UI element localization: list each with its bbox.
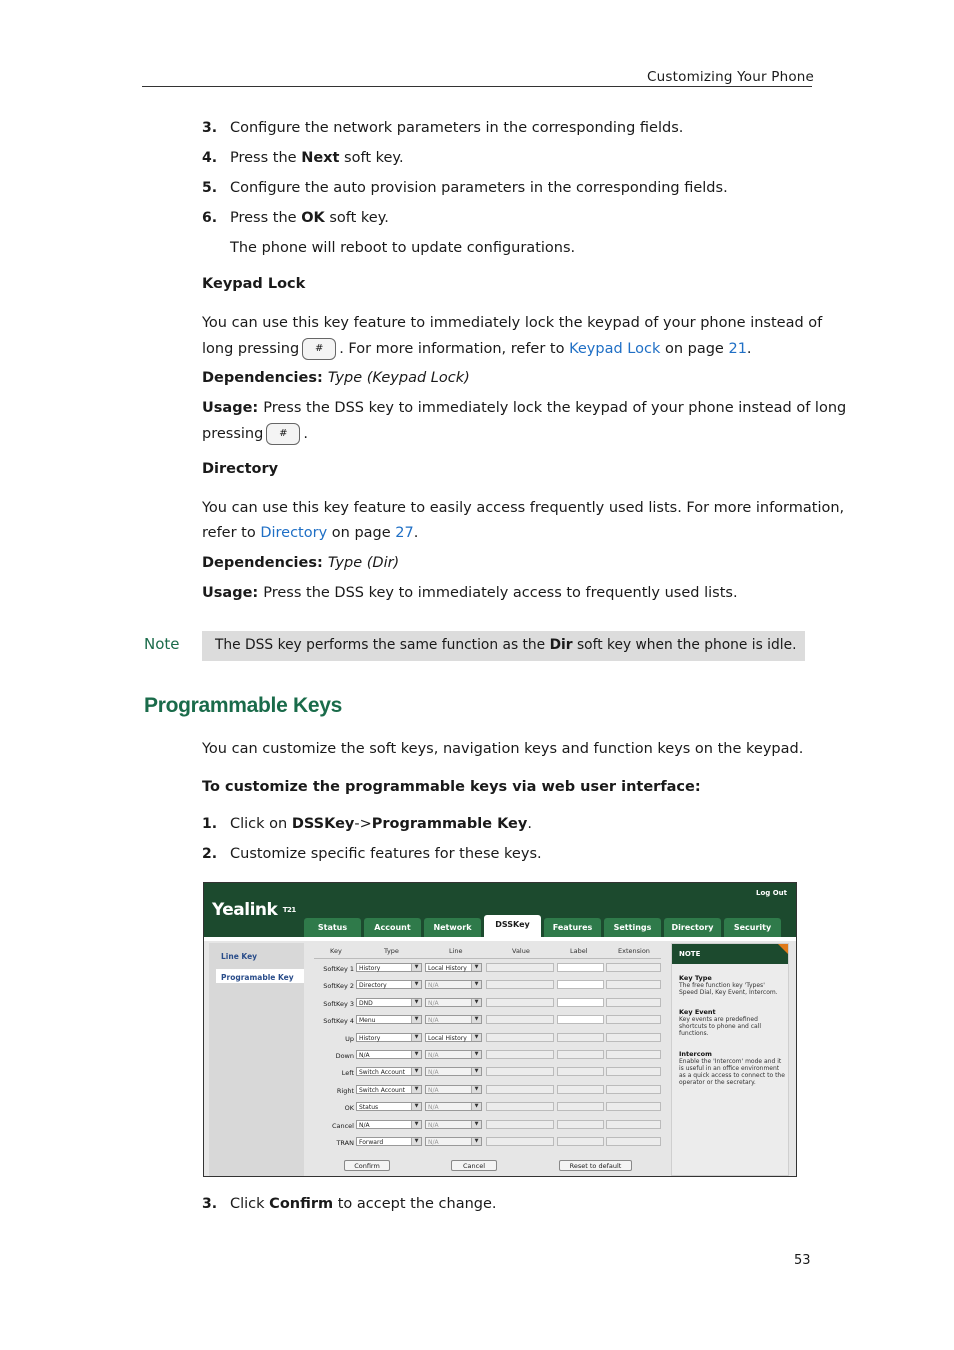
logout-link[interactable]: Log Out bbox=[756, 889, 787, 897]
step-3-confirm bbox=[202, 1194, 497, 1214]
type-select-value: Status bbox=[359, 1104, 379, 1112]
running-header: Customizing Your Phone bbox=[647, 69, 815, 85]
note-panel-title: NOTE bbox=[672, 944, 788, 964]
column-header-type: Type bbox=[384, 947, 399, 955]
keypad-lock-desc-line1: You can use this key feature to immediately lock the keypad of your phone instead of bbox=[202, 315, 823, 331]
desc-text: . For more information, refer to bbox=[339, 341, 570, 357]
note-label: Note bbox=[144, 635, 180, 653]
dropdown-arrow-icon: ▼ bbox=[471, 999, 481, 1006]
nav-item-line-key[interactable]: Line Key bbox=[221, 952, 258, 961]
directory-link[interactable]: Directory bbox=[260, 525, 328, 541]
label-field[interactable] bbox=[557, 1120, 604, 1129]
table-row bbox=[314, 1134, 661, 1151]
step-number: 1. bbox=[202, 816, 218, 832]
dropdown-arrow-icon: ▼ bbox=[411, 999, 421, 1006]
column-header-key: Key bbox=[330, 947, 342, 955]
desc-text: . bbox=[413, 525, 419, 541]
dropdown-arrow-icon: ▼ bbox=[411, 1051, 421, 1058]
keypad-lock-desc-line2 bbox=[202, 338, 752, 360]
dropdown-arrow-icon: ▼ bbox=[411, 964, 421, 971]
line-select-value: N/A bbox=[428, 999, 439, 1007]
header-divider bbox=[204, 937, 796, 941]
extension-field[interactable] bbox=[606, 963, 661, 972]
note-item-title: Key Event bbox=[679, 1008, 716, 1016]
tab-dsskey[interactable]: DSSKey bbox=[484, 915, 541, 937]
dropdown-arrow-icon: ▼ bbox=[471, 1138, 481, 1145]
value-field[interactable] bbox=[486, 1015, 554, 1024]
dropdown-arrow-icon: ▼ bbox=[411, 1138, 421, 1145]
desc-text: refer to bbox=[202, 525, 261, 541]
type-select[interactable] bbox=[356, 980, 422, 989]
step-5 bbox=[202, 178, 728, 198]
confirm-label: Confirm bbox=[269, 1196, 334, 1212]
softkey-ok: OK bbox=[301, 210, 325, 226]
type-select[interactable] bbox=[356, 1067, 422, 1076]
usage-text: pressing bbox=[202, 426, 264, 442]
directory-heading: Directory bbox=[202, 461, 279, 477]
value-field[interactable] bbox=[486, 1050, 554, 1059]
line-select-value: N/A bbox=[428, 1052, 439, 1059]
web-ui-header bbox=[204, 883, 796, 937]
arrow-text: -> bbox=[354, 816, 372, 832]
note-item-text: The free function key 'Types' Speed Dial, Key Event, Intercom. bbox=[679, 982, 778, 996]
web-ui-tabs bbox=[304, 916, 781, 937]
value-field[interactable] bbox=[486, 1137, 554, 1146]
extension-field[interactable] bbox=[606, 998, 661, 1007]
page-27-link[interactable]: 27 bbox=[395, 525, 414, 541]
type-select[interactable] bbox=[356, 1085, 422, 1094]
note-corner-marker bbox=[778, 944, 788, 954]
type-select[interactable] bbox=[356, 1102, 422, 1111]
dropdown-arrow-icon: ▼ bbox=[471, 1051, 481, 1058]
note-box bbox=[202, 631, 805, 661]
step-text: Configure the network parameters in the corresponding fields. bbox=[230, 120, 684, 136]
type-select[interactable] bbox=[356, 1015, 422, 1024]
table-row bbox=[314, 1117, 661, 1134]
desc-text: long pressing bbox=[202, 341, 300, 357]
tab-network[interactable]: Network bbox=[424, 918, 481, 937]
type-select[interactable] bbox=[356, 998, 422, 1007]
type-select-value: DND bbox=[359, 999, 373, 1007]
label-field[interactable] bbox=[557, 998, 604, 1007]
usage-label: Usage: bbox=[202, 585, 264, 601]
extension-field[interactable] bbox=[606, 1050, 661, 1059]
value-field[interactable] bbox=[486, 980, 554, 989]
keypad-lock-usage-line1 bbox=[202, 398, 846, 418]
key-name: SoftKey 4 bbox=[323, 1017, 354, 1026]
note-item-title: Key Type bbox=[679, 974, 712, 982]
step-4 bbox=[202, 148, 404, 168]
type-select[interactable] bbox=[356, 1120, 422, 1129]
directory-desc-line1: You can use this key feature to easily access frequently used lists. For more information, bbox=[202, 500, 845, 516]
column-header-label: Label bbox=[570, 947, 588, 955]
step-text-pre: Press the bbox=[230, 210, 302, 226]
dependencies-label: Dependencies: bbox=[202, 370, 328, 386]
step-text-post: soft key. bbox=[339, 150, 404, 166]
step-number: 2. bbox=[202, 846, 218, 862]
dependencies-value: Type (Keypad Lock) bbox=[327, 370, 470, 386]
procedure-heading: To customize the programmable keys via web user interface: bbox=[202, 779, 701, 795]
key-name: TRAN bbox=[336, 1139, 354, 1147]
line-select-value: N/A bbox=[428, 982, 439, 990]
step-text: Customize specific features for these keys. bbox=[230, 846, 542, 862]
menu-dsskey: DSSKey bbox=[291, 816, 355, 832]
key-name: Left bbox=[341, 1069, 354, 1078]
table-row bbox=[314, 1099, 661, 1116]
desc-text: on page bbox=[660, 341, 729, 357]
step-2 bbox=[202, 844, 542, 864]
step-text-pre: Click bbox=[230, 1196, 270, 1212]
value-field[interactable] bbox=[486, 1033, 554, 1042]
usage-label: Usage: bbox=[202, 400, 264, 416]
directory-usage bbox=[202, 583, 738, 603]
step-number: 5. bbox=[202, 180, 218, 196]
cancel-button[interactable]: Cancel bbox=[451, 1160, 497, 1171]
column-header-value: Value bbox=[512, 947, 530, 955]
note-panel bbox=[671, 943, 789, 1176]
line-select-value: N/A bbox=[428, 1139, 439, 1146]
hash-key-icon: # bbox=[266, 423, 300, 445]
usage-text: . bbox=[303, 426, 308, 442]
yealink-logo bbox=[212, 900, 296, 920]
label-field[interactable] bbox=[557, 1033, 604, 1042]
line-select-value: N/A bbox=[428, 1069, 439, 1077]
header-rule bbox=[142, 86, 812, 87]
dropdown-arrow-icon: ▼ bbox=[411, 1016, 421, 1023]
step-text-post: to accept the change. bbox=[333, 1196, 497, 1212]
type-select[interactable] bbox=[356, 1050, 422, 1059]
type-select-value: History bbox=[359, 1034, 381, 1042]
key-name: Down bbox=[335, 1052, 354, 1060]
step-text bbox=[230, 814, 532, 834]
directory-dependencies bbox=[202, 553, 399, 573]
dropdown-arrow-icon: ▼ bbox=[411, 1068, 421, 1075]
key-name: Cancel bbox=[331, 1121, 354, 1130]
type-select-value: N/A bbox=[359, 1121, 370, 1129]
label-field[interactable] bbox=[557, 1137, 604, 1146]
line-select-value: Local History bbox=[428, 965, 467, 972]
value-field[interactable] bbox=[486, 1102, 554, 1111]
type-select[interactable] bbox=[356, 1033, 422, 1042]
step-text-post: soft key. bbox=[324, 210, 389, 226]
extension-field[interactable] bbox=[606, 1137, 661, 1146]
tab-account[interactable]: Account bbox=[364, 918, 421, 937]
keypad-lock-dependencies bbox=[202, 368, 470, 388]
line-select[interactable] bbox=[425, 1033, 482, 1042]
type-select[interactable] bbox=[356, 963, 422, 972]
note-item-title: Intercom bbox=[679, 1050, 712, 1058]
step-number: 3. bbox=[202, 120, 218, 136]
dropdown-arrow-icon: ▼ bbox=[411, 1121, 421, 1128]
key-name: SoftKey 2 bbox=[323, 982, 354, 991]
label-field[interactable] bbox=[557, 963, 604, 972]
extension-field[interactable] bbox=[606, 1102, 661, 1111]
dropdown-arrow-icon: ▼ bbox=[471, 1016, 481, 1023]
table-row bbox=[314, 977, 661, 994]
softkey-next: Next bbox=[301, 150, 340, 166]
dropdown-arrow-icon: ▼ bbox=[411, 1103, 421, 1110]
extension-field[interactable] bbox=[606, 1015, 661, 1024]
keypad-lock-usage-line2 bbox=[202, 423, 308, 445]
keypad-lock-heading: Keypad Lock bbox=[202, 276, 306, 292]
step-text-pre: Press the bbox=[230, 150, 302, 166]
menu-programmable-key: Programmable Key bbox=[371, 816, 528, 832]
step-text-pre: Click on bbox=[230, 816, 292, 832]
hash-key-icon: # bbox=[302, 338, 336, 360]
key-name: Up bbox=[345, 1034, 354, 1043]
step-text bbox=[230, 148, 404, 168]
extension-field[interactable] bbox=[606, 1033, 661, 1042]
label-field[interactable] bbox=[557, 1102, 604, 1111]
desc-text: on page bbox=[327, 525, 396, 541]
table-row bbox=[314, 1064, 661, 1081]
value-field[interactable] bbox=[486, 1120, 554, 1129]
table-row bbox=[314, 1082, 661, 1099]
tab-features[interactable]: Features bbox=[544, 918, 601, 937]
note-text-post: soft key when the phone is idle. bbox=[572, 637, 797, 653]
logo-text: Yealink bbox=[212, 900, 278, 920]
value-field[interactable] bbox=[486, 1085, 554, 1094]
table-row bbox=[314, 995, 661, 1012]
line-select-value: Local History bbox=[428, 1034, 467, 1042]
key-name: SoftKey 1 bbox=[323, 965, 354, 973]
line-select[interactable] bbox=[425, 1067, 482, 1076]
step-text bbox=[230, 1194, 497, 1214]
step-1 bbox=[202, 814, 532, 834]
dropdown-arrow-icon: ▼ bbox=[471, 1086, 481, 1093]
step-number: 3. bbox=[202, 1196, 218, 1212]
key-name: SoftKey 3 bbox=[323, 999, 354, 1008]
extension-field[interactable] bbox=[606, 1085, 661, 1094]
line-select[interactable] bbox=[425, 1102, 482, 1111]
tab-status[interactable]: Status bbox=[304, 918, 361, 937]
line-select[interactable] bbox=[425, 980, 482, 989]
line-select[interactable] bbox=[425, 998, 482, 1007]
programmable-intro: You can customize the soft keys, navigation keys and function keys on the keypad. bbox=[202, 741, 804, 757]
key-name: Right bbox=[336, 1086, 354, 1095]
page-21-link[interactable]: 21 bbox=[728, 341, 747, 357]
directory-desc-line2 bbox=[202, 523, 418, 543]
type-select-value: History bbox=[359, 965, 381, 972]
type-select-value: Menu bbox=[359, 1017, 376, 1025]
dropdown-arrow-icon: ▼ bbox=[471, 981, 481, 988]
type-select-value: Switch Account bbox=[359, 1086, 405, 1094]
step-text: Configure the auto provision parameters in the corresponding fields. bbox=[230, 180, 728, 196]
dropdown-arrow-icon: ▼ bbox=[411, 1034, 421, 1041]
dropdown-arrow-icon: ▼ bbox=[471, 1103, 481, 1110]
dependencies-value: Type (Dir) bbox=[327, 555, 400, 571]
label-field[interactable] bbox=[557, 980, 604, 989]
confirm-button[interactable]: Confirm bbox=[344, 1160, 390, 1171]
type-select[interactable] bbox=[356, 1137, 422, 1146]
table-row bbox=[314, 1047, 661, 1064]
tab-settings[interactable]: Settings bbox=[604, 918, 661, 937]
type-select-value: Forward bbox=[359, 1139, 384, 1146]
note-item-text: Key events are predefined shortcuts to phone and call functions. bbox=[679, 1016, 762, 1037]
softkey-dir: Dir bbox=[549, 637, 573, 653]
label-field[interactable] bbox=[557, 1015, 604, 1024]
step-3 bbox=[202, 118, 684, 138]
dropdown-arrow-icon: ▼ bbox=[471, 964, 481, 971]
table-row bbox=[314, 1030, 661, 1047]
step-6 bbox=[202, 208, 389, 228]
keypad-lock-link[interactable]: Keypad Lock bbox=[569, 341, 661, 357]
line-select[interactable] bbox=[425, 1120, 482, 1129]
type-select-value: Directory bbox=[359, 982, 387, 990]
line-select[interactable] bbox=[425, 1137, 482, 1146]
dropdown-arrow-icon: ▼ bbox=[471, 1068, 481, 1075]
dropdown-arrow-icon: ▼ bbox=[411, 981, 421, 988]
label-field[interactable] bbox=[557, 1085, 604, 1094]
tab-directory[interactable]: Directory bbox=[664, 918, 721, 937]
step-text-end: . bbox=[527, 816, 532, 832]
line-select[interactable] bbox=[425, 1015, 482, 1024]
value-field[interactable] bbox=[486, 1067, 554, 1076]
type-select-value: Switch Account bbox=[359, 1069, 405, 1077]
usage-text: Press the DSS key to immediately access to frequently used lists. bbox=[263, 585, 738, 601]
table-row bbox=[314, 1012, 661, 1029]
label-field[interactable] bbox=[557, 1067, 604, 1076]
line-select[interactable] bbox=[425, 963, 482, 972]
dropdown-arrow-icon: ▼ bbox=[411, 1086, 421, 1093]
value-field[interactable] bbox=[486, 998, 554, 1007]
line-select-value: N/A bbox=[428, 1121, 439, 1129]
label-field[interactable] bbox=[557, 1050, 604, 1059]
dropdown-arrow-icon: ▼ bbox=[471, 1034, 481, 1041]
line-select-value: N/A bbox=[428, 1017, 439, 1025]
page-number: 53 bbox=[794, 1253, 811, 1268]
model-text: T21 bbox=[282, 906, 296, 914]
step-number: 6. bbox=[202, 210, 218, 226]
line-select[interactable] bbox=[425, 1050, 482, 1059]
table-header-rule bbox=[314, 958, 661, 959]
usage-text: Press the DSS key to immediately lock the keypad of your phone instead of long bbox=[263, 400, 847, 416]
dependencies-label: Dependencies: bbox=[202, 555, 328, 571]
web-ui-screenshot bbox=[203, 882, 797, 1177]
section-heading: Programmable Keys bbox=[144, 694, 342, 717]
line-select-value: N/A bbox=[428, 1104, 439, 1112]
column-header-line: Line bbox=[449, 947, 463, 955]
type-select-value: N/A bbox=[359, 1052, 370, 1059]
extension-field[interactable] bbox=[606, 1120, 661, 1129]
note-item-text: Enable the 'Intercom' mode and it is useful in an office environment as a quick access to connect to the operator or the secretary. bbox=[679, 1058, 785, 1086]
extension-field[interactable] bbox=[606, 980, 661, 989]
line-select-value: N/A bbox=[428, 1086, 439, 1094]
key-name: OK bbox=[344, 1104, 354, 1113]
value-field[interactable] bbox=[486, 963, 554, 972]
tab-security[interactable]: Security bbox=[724, 918, 781, 937]
column-header-extension: Extension bbox=[618, 947, 650, 955]
step-text bbox=[230, 208, 389, 228]
desc-text: . bbox=[746, 341, 752, 357]
dropdown-arrow-icon: ▼ bbox=[471, 1121, 481, 1128]
note-text bbox=[215, 637, 796, 653]
reset-to-default-button[interactable]: Reset to default bbox=[559, 1160, 632, 1171]
reboot-note: The phone will reboot to update configurations. bbox=[230, 240, 576, 256]
line-select[interactable] bbox=[425, 1085, 482, 1094]
table-row bbox=[314, 960, 661, 977]
note-text-pre: The DSS key performs the same function as the bbox=[215, 637, 550, 653]
extension-field[interactable] bbox=[606, 1067, 661, 1076]
nav-item-programable-key[interactable]: Programable Key bbox=[221, 973, 294, 982]
step-number: 4. bbox=[202, 150, 218, 166]
